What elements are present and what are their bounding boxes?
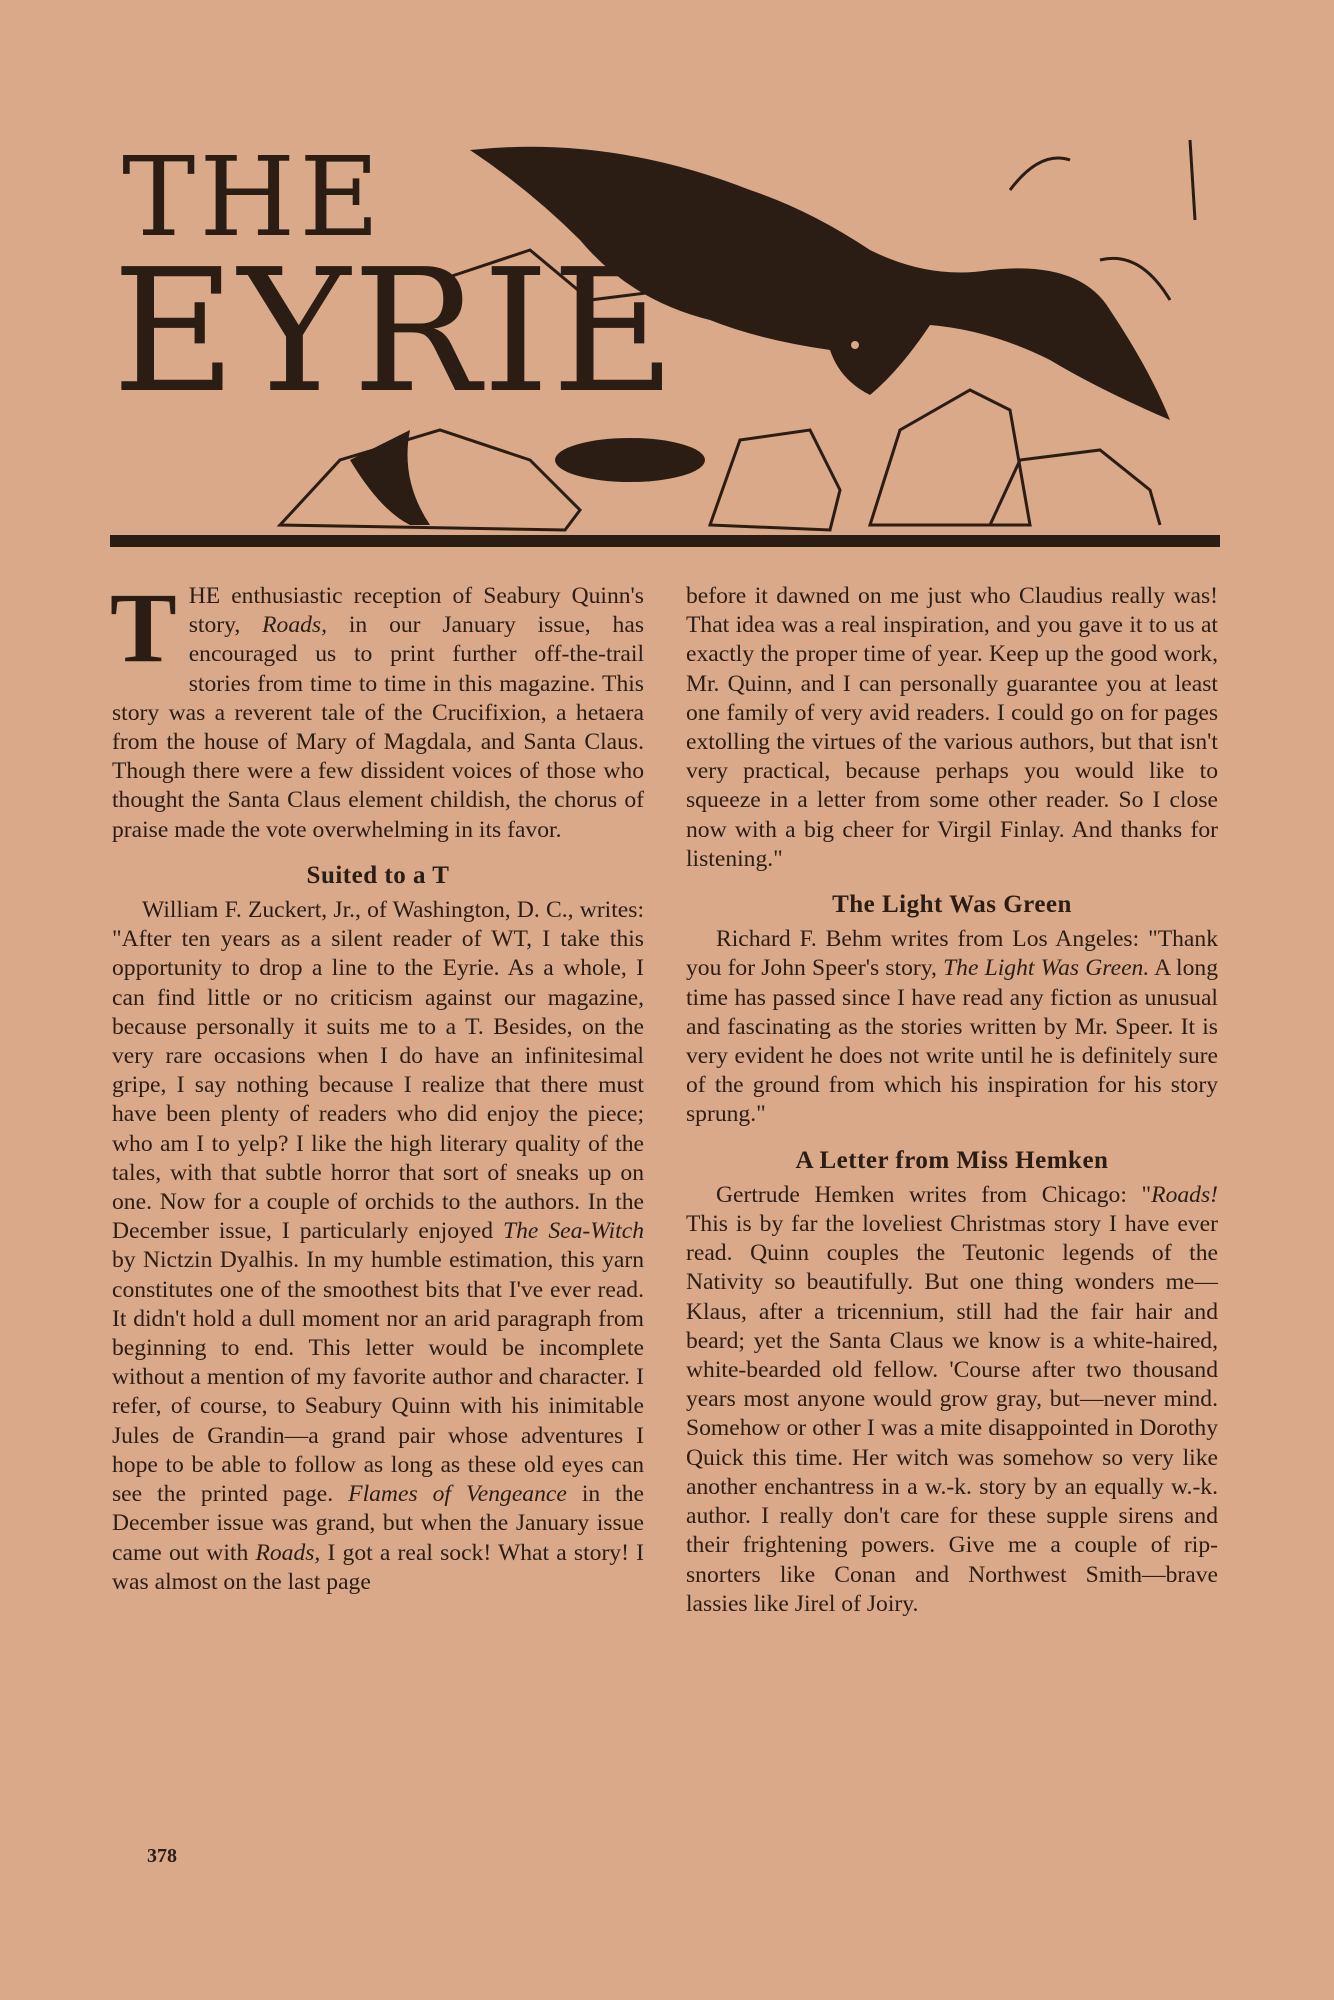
section-heading: A Letter from Miss Hemken [795, 1146, 1109, 1174]
letter-paragraph: Richard F. Behm writes from Los Angeles: "Thank you for John Speer's story, The Light Was Green. A long time has passed since I have read any fiction as unusual and fascinating as the stories written by Mr. Speer. It is very evident he does not write until he is definitely sure of the ground from which his inspiration for his story sprung." [686, 926, 1218, 1128]
drop-cap: T [110, 572, 177, 683]
letter-paragraph: William F. Zuckert, Jr., of Washington, D. C., writes: "After ten years as a silent reader of WT, I take this opportunity to drop a line to the Eyrie. As a whole, I can find little or no criticism against our magazine, because personally it suits me to a T. Besides, on the very rare occasions when I do have an infinitesimal gripe, I say nothing because I realize that there must have been plenty of readers who did enjoy the piece; who am I to yelp? I like the high literary quality of the tales, with that subtle horror that sort of sneaks up on one. Now for a couple of orchids to the authors. In the December issue, I particularly enjoyed The Sea-Witch by Nictzin Dyalhis. In my humble estimation, this yarn constitutes one of the smoothest bits that I've ever read. It didn't hold a dull moment nor an arid paragraph from beginning to end. This letter would be incomplete without a mention of my favorite author and character. I refer, of course, to Seabury Quinn with his inimitable Jules de Grandin—a grand pair whose adventures I hope to be able to follow as long as these old eyes can see the printed page. Flames of Vengeance in the December issue was grand, but when the January issue came out with Roads, I got a real sock! What a story! I was almost on the last page [112, 897, 644, 1595]
left-column [110, 572, 644, 1597]
page-number: 378 [147, 1845, 177, 1867]
section-heading: The Light Was Green [832, 891, 1072, 919]
letter-continuation: before it dawned on me just who Claudius really was! That idea was a real inspiration, and you gave it to us at exactly the proper time of year. Keep up the good work, Mr. Quinn, and I can personally guarantee you at least one family of very avid readers. I could go on for pages extolling the virtues of the various authors, but that isn't very practical, because perhaps you would like to squeeze in a letter from some other reader. So I close now with a big cheer for Virgil Finlay. And thanks for listening." [686, 583, 1218, 872]
right-column [686, 582, 1218, 1619]
section-heading: Suited to a T [306, 861, 450, 889]
eyrie-title [112, 133, 678, 442]
letter-paragraph: Gertrude Hemken writes from Chicago: "Roads! This is by far the loveliest Christmas story I have ever read. Quinn couples the Teutonic legends of the Nativity so beautifully. But one thing wonders me—Klaus, after a tricennium, still had the fair hair and beard; yet the Santa Claus we know is a white-haired, white-bearded old fellow. 'Course after two thousand years most anyone would grow gray, but—never mind. Somehow or other I was a mite disappointed in Dorothy Quick this time. Her witch was somehow so very like another enchantress in a w.-k. story by an equally w.-k. author. I really don't care for these supple sirens and their frightening powers. Give me a couple of rip-snorters like Conan and Northwest Smith—brave lassies like Jirel of Joiry. [686, 1181, 1218, 1617]
intro-paragraph: THE enthusiastic reception of Seabury Quinn's story, Roads, in our January issue, has encouraged us to print further off-the-trail stories from time to time in this magazine. This story was a reverent tale of the Crucifixion, a hetaera from the house of Mary of Magdala, and Santa Claus. Though there were a few dissident voices of those who thought the Santa Claus element childish, the chorus of praise made the vote overwhelming in its favor. [110, 572, 644, 843]
eyrie-title-the: THE [122, 133, 384, 261]
eyrie-title-eyrie: EYRIE [112, 233, 678, 431]
